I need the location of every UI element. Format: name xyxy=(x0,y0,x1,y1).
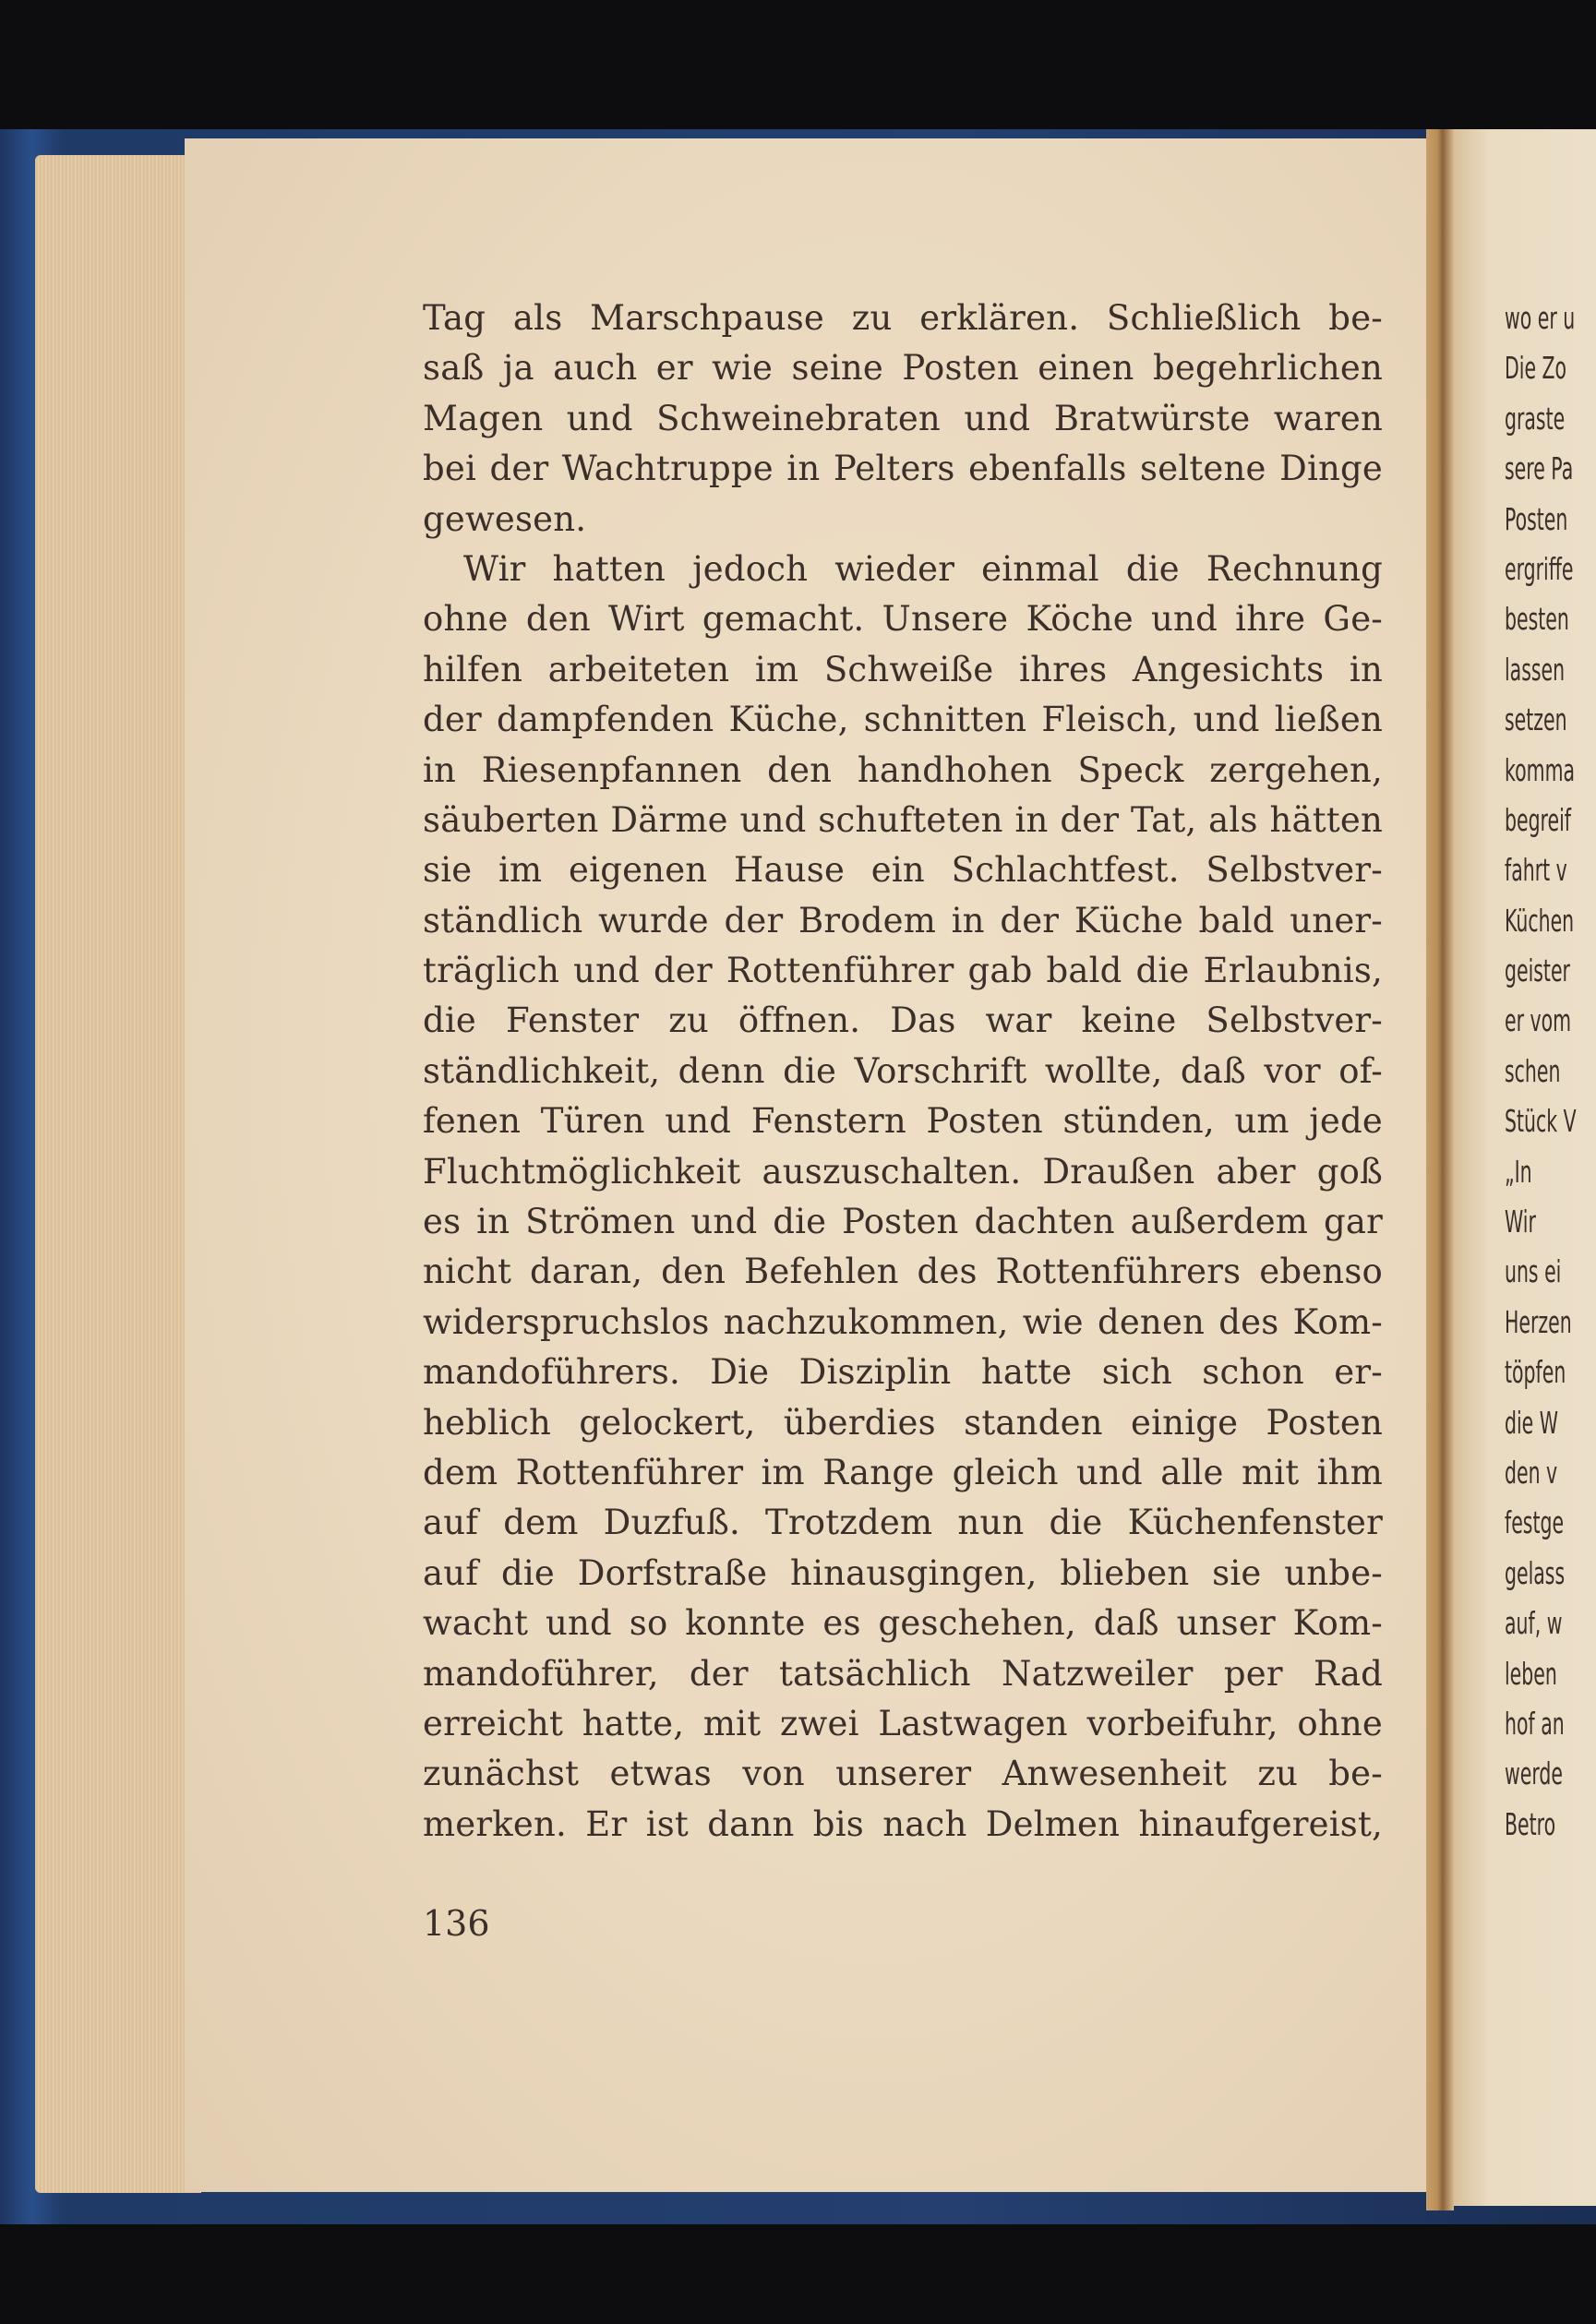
text-line: es in Strömen und die Posten dachten außerdem gar xyxy=(423,1202,1383,1242)
text-line: fenen Türen und Fenstern Posten stünden, um jede xyxy=(423,1101,1383,1142)
text-line: Wir hatten jedoch wieder einmal die Rechnung xyxy=(463,548,1383,589)
text-line: Fluchtmöglichkeit auszuschalten. Draußen aber goß xyxy=(423,1151,1383,1192)
page-number: 136 xyxy=(423,1903,490,1944)
text-line: geister xyxy=(1505,952,1570,989)
text-line: Magen und Schweinebraten und Bratwürste waren xyxy=(423,398,1383,438)
page-block-edge xyxy=(35,155,201,2193)
text-line: fahrt v xyxy=(1505,852,1567,889)
right-page-text xyxy=(1505,293,1577,1850)
text-line: mandoführer, der tatsächlich Natzweiler per Rad xyxy=(423,1653,1383,1694)
text-line: Die Zo xyxy=(1505,350,1567,387)
text-line: lassen xyxy=(1505,651,1566,688)
text-line: werde xyxy=(1505,1755,1563,1792)
text-line: auf die Dorfstraße hinausgingen, blieben sie unbe- xyxy=(423,1552,1383,1593)
text-line: wo er u xyxy=(1505,300,1576,336)
text-line: Posten xyxy=(1505,500,1568,537)
text-line: zunächst etwas von unserer Anwesenheit zu be- xyxy=(423,1754,1383,1794)
text-line: er vom xyxy=(1505,1002,1572,1039)
text-line: der dampfenden Küche, schnitten Fleisch, und ließen xyxy=(423,700,1383,740)
text-line: töpfen xyxy=(1505,1354,1566,1391)
text-line: hof an xyxy=(1505,1705,1565,1742)
text-line: auf dem Duzfuß. Trotzdem nun die Küchenfenster xyxy=(423,1503,1383,1543)
text-line: Betro xyxy=(1505,1805,1556,1842)
text-line: ergriffe xyxy=(1505,550,1574,587)
text-line: sere Pa xyxy=(1505,450,1574,487)
text-line: mandoführers. Die Disziplin hatte sich schon er- xyxy=(423,1352,1383,1393)
left-page-text xyxy=(423,293,1383,1850)
text-line: setzen xyxy=(1505,701,1567,738)
text-line: saß ja auch er wie seine Posten einen begehrlichen xyxy=(423,348,1383,389)
text-line: komma xyxy=(1505,751,1576,788)
text-line: sie im eigenen Hause ein Schlachtfest. Selbstver- xyxy=(423,850,1383,891)
text-line: erreicht hatte, mit zwei Lastwagen vorbeifuhr, ohne xyxy=(423,1703,1383,1743)
text-line: „In xyxy=(1505,1153,1532,1190)
text-line: die W xyxy=(1505,1404,1558,1441)
text-line: widerspruchslos nachzukommen, wie denen des Kom- xyxy=(423,1301,1383,1342)
text-line: Stück V xyxy=(1505,1103,1577,1140)
text-line: gewesen. xyxy=(423,498,587,539)
book-gutter xyxy=(1426,129,1454,2210)
text-line: wacht und so konnte es geschehen, daß unser Kom- xyxy=(423,1603,1383,1644)
text-line: leben xyxy=(1505,1655,1557,1692)
text-line: den v xyxy=(1505,1454,1558,1491)
text-line: Herzen xyxy=(1505,1303,1572,1340)
text-line: ständlichkeit, denn die Vorschrift wollte, daß vor of- xyxy=(423,1050,1383,1091)
text-line: bei der Wachtruppe in Pelters ebenfalls seltene Dinge xyxy=(423,449,1383,489)
text-line: begreif xyxy=(1505,801,1572,838)
text-line: festge xyxy=(1505,1504,1565,1541)
text-line: uns ei xyxy=(1505,1253,1562,1290)
text-line: Küchen xyxy=(1505,902,1575,939)
text-line: ohne den Wirt gemacht. Unsere Köche und ihre Ge- xyxy=(423,599,1383,640)
text-line: säuberten Därme und schufteten in der Tat, als hätten xyxy=(423,799,1383,840)
text-line: graste xyxy=(1505,400,1566,437)
text-line: die Fenster zu öffnen. Das war keine Selbstver- xyxy=(423,1000,1383,1041)
text-line: besten xyxy=(1505,601,1569,638)
text-line: heblich gelockert, überdies standen einige Posten xyxy=(423,1402,1383,1443)
text-line: merken. Er ist dann bis nach Delmen hinaufgereist, xyxy=(423,1803,1383,1844)
text-line: schen xyxy=(1505,1052,1561,1089)
text-line: auf, w xyxy=(1505,1605,1563,1642)
text-line: dem Rottenführer im Range gleich und alle mit ihm xyxy=(423,1452,1383,1492)
text-line: nicht daran, den Befehlen des Rottenführers ebenso xyxy=(423,1252,1383,1292)
text-line: träglich und der Rottenführer gab bald die Erlaubnis, xyxy=(423,951,1383,991)
text-line: gelass xyxy=(1505,1554,1566,1591)
text-line: ständlich wurde der Brodem in der Küche bald uner- xyxy=(423,900,1383,940)
text-line: Tag als Marschpause zu erklären. Schließlich be- xyxy=(423,298,1383,338)
text-line: in Riesenpfannen den handhohen Speck zergehen, xyxy=(423,749,1383,790)
text-line: hilfen arbeiteten im Schweiße ihres Angesichts in xyxy=(423,649,1383,689)
text-line: Wir xyxy=(1505,1204,1536,1240)
